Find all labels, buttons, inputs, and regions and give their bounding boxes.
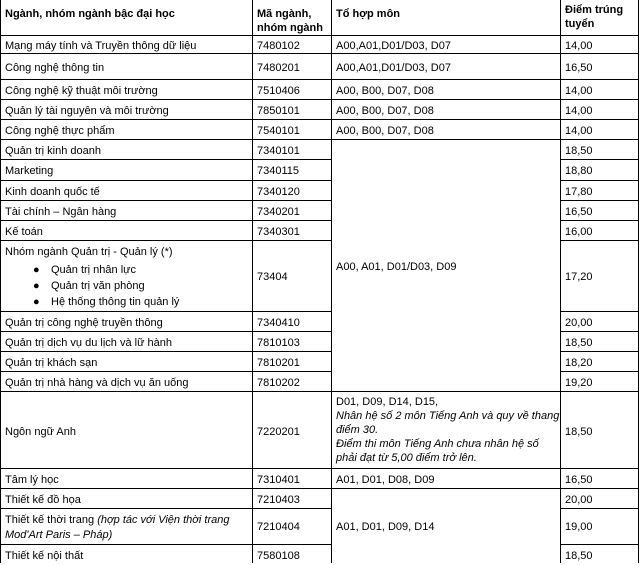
major-name: Tài chính – Ngân hàng (5, 206, 117, 218)
subject-combination: D01, D09, D14, D15, (336, 396, 439, 408)
partner-note: Mod'Art Paris – Pháp) (5, 529, 113, 541)
admission-score: 14,00 (565, 85, 593, 97)
major-group-name: Nhóm ngành Quản trị - Quản lý (*) (5, 246, 173, 258)
major-name: Kinh doanh quốc tế (5, 186, 100, 198)
admission-score: 14,00 (565, 105, 593, 117)
major-name: Quản trị khách sạn (5, 357, 98, 369)
subject-combination: A00, B00, D07, D08 (336, 85, 434, 97)
admission-score: 18,80 (565, 165, 593, 177)
major-name: Mạng máy tính và Truyền thông dữ liệu (5, 40, 197, 52)
header-combination: Tổ hợp môn (336, 8, 401, 20)
combination-note: Nhân hệ số 2 môn Tiếng Anh và quy về thang (336, 410, 560, 422)
major-name: Thiết kế thời trang (5, 514, 95, 526)
major-code: 7850101 (257, 105, 300, 117)
major-code: 7510406 (257, 85, 300, 97)
major-code: 7310401 (257, 474, 300, 486)
header-major: Ngành, nhóm ngành bậc đại học (5, 8, 175, 20)
major-code: 7340101 (257, 145, 300, 157)
subject-combination-merged: A00, A01, D01/D03, D09 (336, 261, 457, 273)
row-divider (0, 180, 332, 181)
header-score-line1: Điểm trúng (565, 4, 624, 16)
major-code: 7480201 (257, 62, 300, 74)
row-divider (560, 180, 639, 181)
bullet-icon: ● (33, 280, 40, 292)
admission-score: 16,50 (565, 62, 593, 74)
admission-score: 14,00 (565, 125, 593, 137)
major-name: Quản trị dịch vụ du lịch và lữ hành (5, 337, 172, 349)
major-code: 7220201 (257, 426, 300, 438)
row-divider (0, 544, 332, 545)
admission-score: 14,00 (565, 40, 593, 52)
major-code: 7810103 (257, 337, 300, 349)
major-name: Thiết kế nội thất (5, 550, 84, 562)
header-code-line1: Mã ngành, (257, 8, 312, 20)
major-name: Kế toán (5, 226, 43, 238)
admission-score: 18,50 (565, 426, 593, 438)
admission-score: 16,50 (565, 474, 593, 486)
subject-combination: A00, B00, D07, D08 (336, 105, 434, 117)
partner-note: (hợp tác với Viện thời trang (97, 514, 230, 526)
admission-score: 18,20 (565, 357, 593, 369)
major-code: 7210404 (257, 521, 300, 533)
major-code: 7210403 (257, 494, 300, 506)
row-divider (0, 79, 639, 80)
sub-major-name: Quản trị nhân lực (51, 264, 137, 276)
admission-score: 16,50 (565, 206, 593, 218)
admission-score: 19,00 (565, 521, 593, 533)
major-name: Công nghệ thông tin (5, 62, 105, 74)
bullet-icon: ● (33, 296, 40, 308)
admission-score: 16,00 (565, 226, 593, 238)
major-name: Marketing (5, 165, 54, 177)
admission-score: 18,50 (565, 550, 593, 562)
major-name: Quản lý tài nguyên và môi trường (5, 105, 169, 117)
admission-score: 17,80 (565, 186, 593, 198)
major-name: Công nghệ thực phẩm (5, 125, 115, 137)
admission-score: 18,50 (565, 337, 593, 349)
list-item (1, 293, 252, 311)
major-name: Công nghệ kỹ thuật môi trường (5, 85, 158, 97)
row-divider (0, 311, 332, 312)
major-name: Thiết kế đồ họa (5, 494, 81, 506)
admission-score: 18,50 (565, 145, 593, 157)
major-code: 7810202 (257, 377, 300, 389)
admission-score: 20,00 (565, 494, 593, 506)
header-code-line2: nhóm ngành (257, 22, 323, 34)
major-code: 7480102 (257, 40, 300, 52)
major-code: 73404 (257, 271, 288, 283)
major-name: Tâm lý học (5, 474, 59, 486)
major-code: 7810201 (257, 357, 300, 369)
major-code: 7340120 (257, 186, 300, 198)
major-code: 7580108 (257, 550, 300, 562)
admission-score: 17,20 (565, 271, 593, 283)
major-code: 7340301 (257, 226, 300, 238)
subject-combination: A00, B00, D07, D08 (336, 125, 434, 137)
subject-combination-merged: A01, D01, D09, D14 (336, 521, 435, 533)
row-divider (0, 35, 639, 36)
major-name: Quản trị kinh doanh (5, 145, 102, 157)
combination-note: điểm 30. (336, 424, 379, 436)
major-name: Ngôn ngữ Anh (5, 426, 76, 438)
combination-note: phải đạt từ 5,00 điểm trở lên. (336, 452, 477, 464)
header-score-line2: tuyển (565, 18, 595, 30)
admission-score: 20,00 (565, 317, 593, 329)
admission-score: 19,20 (565, 377, 593, 389)
subject-combination: A01, D01, D08, D09 (336, 474, 435, 486)
row-divider (560, 544, 639, 545)
major-code: 7340115 (257, 165, 300, 177)
bullet-icon: ● (33, 264, 40, 276)
major-code: 7540101 (257, 125, 300, 137)
combination-note: Điểm thi môn Tiếng Anh chưa nhân hệ số (336, 438, 539, 450)
major-code: 7340410 (257, 317, 300, 329)
subject-combination: A00,A01,D01/D03, D07 (336, 62, 451, 74)
sub-major-name: Hệ thống thông tin quản lý (51, 296, 180, 308)
sub-major-name: Quản trị văn phòng (51, 280, 145, 292)
major-name: Quản trị công nghệ truyền thông (5, 317, 163, 329)
major-name: Quản trị nhà hàng và dịch vụ ăn uống (5, 377, 189, 389)
row-divider (560, 311, 639, 312)
subject-combination: A00,A01,D01/D03, D07 (336, 40, 451, 52)
row-divider (0, 468, 639, 469)
major-code: 7340201 (257, 206, 300, 218)
